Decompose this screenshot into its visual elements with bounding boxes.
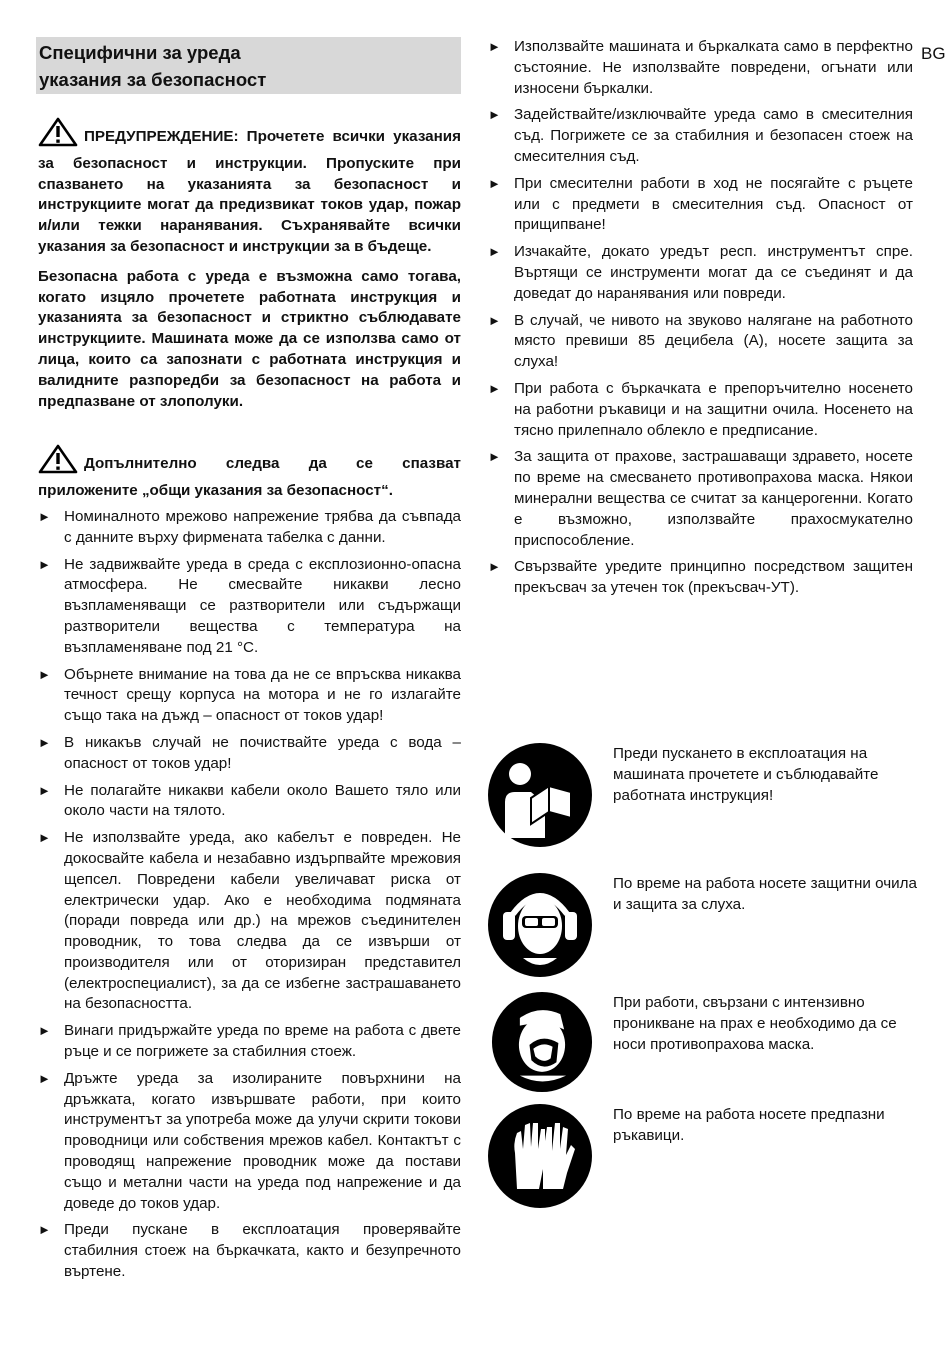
- bullet-text: Задействайте/изключвайте уреда само в смесителния съд. Погрижете се за стабилния и безопасен стоеж на смесителния съд.: [514, 106, 913, 165]
- warning-text: : Прочетете всички указания за безопасност и инструкции. Пропуските при спазването на указанията за безопасност и инструкциите могат да предизвикат токов удар, пожар и/или тежки наранявания. Съхранявайте всички указания за безопасност и инструкции за в бъдеще.: [38, 128, 461, 255]
- bullet-arrow-icon: ►: [38, 556, 51, 572]
- safe-work-paragraph: Безопасна работа с уреда е възможна само тогава, когато изцяло прочетете работната инструкция и указанията за безопасност и стриктно съблюдавате инструкциите. Машината може да се използва само от лица, които са запознати с работната инструкция и валидните разпоредби за безопасност на работа и предпазване от злополуки.: [38, 267, 461, 410]
- left-bullet-list: [38, 507, 461, 1283]
- bullet-item: [38, 781, 461, 823]
- bullet-arrow-icon: ►: [488, 449, 501, 465]
- right-column: [488, 37, 913, 599]
- bullet-item: [38, 665, 461, 727]
- bullet-text: Използвайте машината и бъркалката само в перфектно състояние. Не използвайте повредени, огънати или износени бъркалки.: [514, 38, 913, 97]
- bullet-arrow-icon: ►: [38, 782, 51, 798]
- bullet-text: При работа с бъркачката е препоръчително носенето на работни ръкавици и на защитни очила. Носенето на тясно прилепнало облекло е предписание.: [514, 379, 913, 439]
- bullet-arrow-icon: ►: [488, 244, 501, 260]
- section-heading: [36, 37, 461, 94]
- pictogram-row-gloves: [487, 1103, 927, 1213]
- gloves-icon: [487, 1103, 593, 1209]
- dust-mask-icon: [491, 991, 593, 1093]
- bullet-item: [488, 242, 913, 304]
- bullet-text: Преди пускане в експлоатация проверявайте стабилния стоеж на бъркачката, както и безупречното въртене.: [64, 1221, 461, 1281]
- pictogram-caption-gloves: По време на работа носете предпазни ръкавици.: [613, 1106, 885, 1144]
- bullet-item: [488, 174, 913, 236]
- bullet-item: [488, 105, 913, 167]
- bullet-text: Дръжте уреда за изолираните повърхнини на дръжката, когато извършвате работи, при които инструментът за употреба може да улучи скрити токови проводници или собствения мрежов кабел. Контактът с проводящ напрежение проводник може да постави също и метални части на уреда под напрежение и да доведе до токов удар.: [64, 1069, 461, 1212]
- bullet-text: Обърнете внимание на това да не се впръсква никаква течност срещу корпуса на мотора и не го излагайте също така на дъжд – опасност от токов удар!: [64, 665, 461, 725]
- bullet-arrow-icon: ►: [488, 107, 501, 123]
- bullet-arrow-icon: ►: [38, 1023, 51, 1039]
- read-manual-icon: [487, 742, 593, 848]
- additional-paragraph: [38, 444, 461, 502]
- pictogram-row-dust-mask: [491, 991, 931, 1101]
- bullet-arrow-icon: ►: [38, 734, 51, 750]
- warning-label: ПРЕДУПРЕЖДЕНИЕ: [84, 128, 234, 145]
- bullet-arrow-icon: ►: [38, 1070, 51, 1086]
- pictogram-row-goggles: [487, 872, 927, 982]
- bullet-arrow-icon: ►: [38, 666, 51, 682]
- bullet-text: Не задвижвайте уреда в среда с експлозионно-опасна атмосфера. Не смесвайте никакви лесно възпламеняващи се разтворители или съдържащи разтворители вещества с температура на възпламеняване под 21 °C.: [64, 555, 461, 656]
- warning-triangle-icon: [38, 444, 78, 481]
- bullet-arrow-icon: ►: [38, 1222, 51, 1238]
- bullet-item: [38, 1021, 461, 1063]
- pictogram-caption-dust-mask: При работи, свързани с интензивно проникване на прах е необходимо да се носи противопрахова маска.: [613, 994, 897, 1053]
- bullet-item: [38, 507, 461, 549]
- bullet-arrow-icon: ►: [38, 830, 51, 846]
- bullet-text: Изчакайте, докато уредът респ. инструментът спре. Въртящи се инструменти могат да се съединят и да доведат до наранявания или повреди.: [514, 243, 913, 302]
- bullet-item: [38, 1220, 461, 1282]
- pictogram-row-read-manual: [487, 742, 927, 852]
- bullet-item: [38, 1069, 461, 1215]
- warning-paragraph: [38, 117, 461, 258]
- bullet-text: Номиналното мрежово напрежение трябва да съвпада с данните върху фирмената табелка с данни.: [64, 507, 461, 546]
- right-bullet-list: [488, 37, 913, 599]
- bullet-item: [488, 557, 913, 599]
- bullet-arrow-icon: ►: [488, 559, 501, 575]
- bullet-item: [488, 37, 913, 99]
- bullet-text: Не използвайте уреда, ако кабелът е повреден. Не докосвайте кабела и незабавно издърпвайте мрежовия щепсел. Повредени кабели увеличават риска от електрически удар. Ако е необходима подмяната (поради повреда или др.) на мрежов съединителен проводник, то това следва да се извърши от производителя или от оторизиран представител (електроспециалист), за да се избегне застрашаването на безопасността.: [64, 829, 461, 1013]
- bullet-text: В случай, че нивото на звуково налягане на работното място превиши 85 децибела (A), носете защита за слуха!: [514, 311, 913, 371]
- bullet-item: [38, 733, 461, 775]
- bullet-item: [488, 379, 913, 441]
- bullet-text: Не полагайте никакви кабели около Вашето тяло или около части на тялото.: [64, 781, 461, 820]
- bullet-arrow-icon: ►: [488, 380, 501, 396]
- warning-triangle-icon: [38, 117, 78, 154]
- bullet-arrow-icon: ►: [488, 175, 501, 191]
- bullet-item: [488, 311, 913, 373]
- bullet-text: При смесителни работи в ход не посягайте с ръцете или с предмети в смесителния съд. Опасност от прищипване!: [514, 174, 913, 234]
- bullet-item: [38, 828, 461, 1015]
- bullet-item: [488, 447, 913, 551]
- bullet-text: В никакъв случай не почиствайте уреда с вода – опасност от токов удар!: [64, 733, 461, 772]
- bullet-text: Винаги придържайте уреда по време на работа с двете ръце и се погрижете за стабилния стоеж.: [64, 1022, 461, 1061]
- left-column: [38, 117, 461, 1283]
- bullet-arrow-icon: ►: [488, 39, 501, 54]
- heading-line-2: указания за безопасност: [39, 69, 267, 90]
- pictogram-caption-goggles: По време на работа носете защитни очила и защита за слуха.: [613, 875, 917, 913]
- bullet-text: За защита от прахове, застрашаващи здравето, носете по време на смесването противопрахова маска. Някои минерални вещества се считат за канцерогенни. Когато е възможно, използвайте прахосмукателно приспособление.: [514, 448, 913, 549]
- heading-line-1: Специфични за уреда: [39, 42, 241, 63]
- language-tag: BG: [921, 44, 946, 63]
- bullet-arrow-icon: ►: [488, 312, 501, 328]
- additional-text: Допълнително следва да се спазват приложените „общи указания за безопасност“.: [38, 455, 461, 500]
- bullet-item: [38, 555, 461, 659]
- bullet-arrow-icon: ►: [38, 508, 51, 524]
- goggles-ear-protection-icon: [487, 872, 593, 978]
- bullet-text: Свързвайте уредите принципно посредством защитен прекъсвач за утечен ток (прекъсвач-УТ).: [514, 558, 913, 597]
- pictogram-caption-read-manual: Преди пускането в експлоатация на машината прочетете и съблюдавайте работната инструкция!: [613, 745, 879, 804]
